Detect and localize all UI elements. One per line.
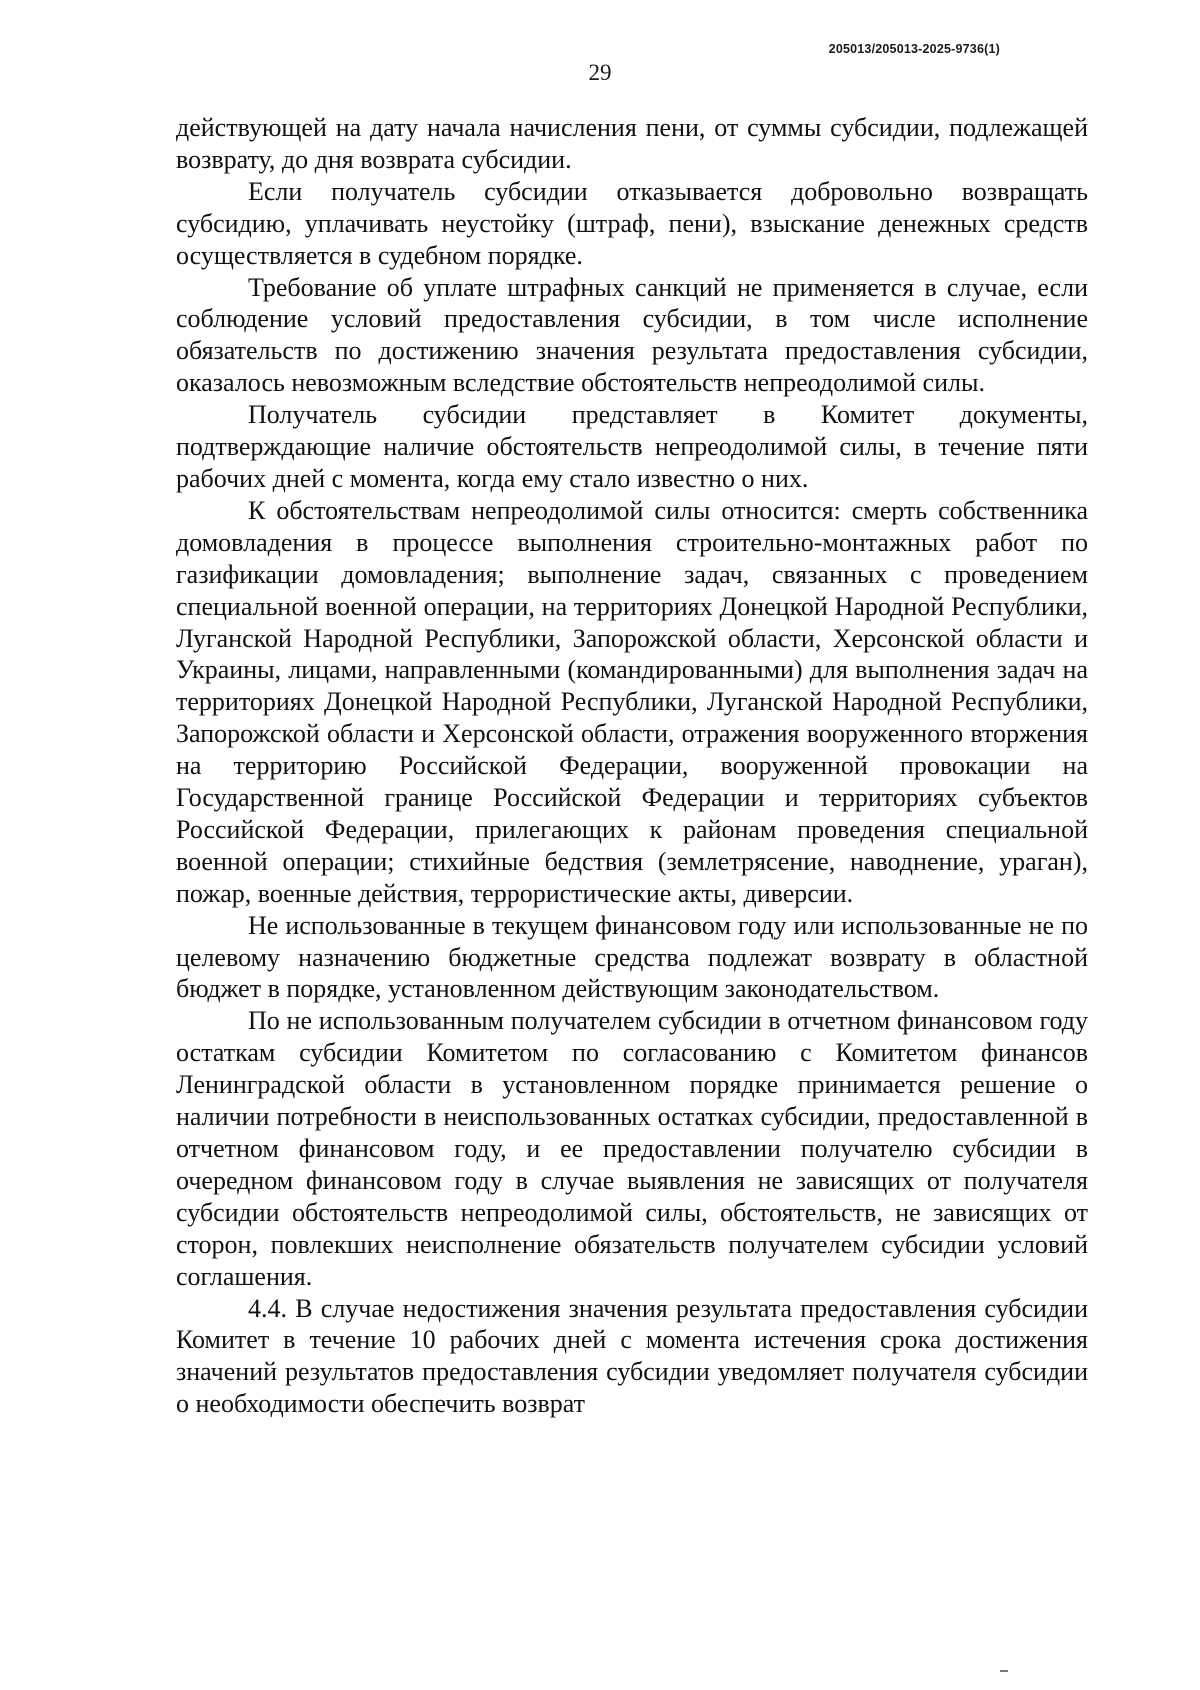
paragraph-remaining-subsidy: По не использованным получателем субсидии в отчетном финансовом году остаткам субсидии Комитетом по согласованию с Комитетом финансов Ленинградской области в установленном порядке принимается решение о наличии потребности в неиспользованных остатках субсидии, предоставленной в отчетном финансовом году, и ее предоставлении получателю субсидии в очередном финансовом году в случае выявления не зависящих от получателя субсидии обстоятельств непреодолимой силы, обстоятельств, не зависящих от сторон, повлекших неисполнение обязательств получателем субсидии условий соглашения.	[176, 1006, 1088, 1291]
paragraph-force-majeure-documents: Получатель субсидии представляет в Комитет документы, подтверждающие наличие обстоятельств непреодолимой силы, в течение пяти рабочих дней с момента, когда ему стало известно о них.	[176, 400, 1088, 493]
paragraph-penalty-exception: Требование об уплате штрафных санкций не применяется в случае, если соблюдение условий предоставления субсидии, в том числе исполнение обязательств по достижению значения результата предоставления субсидии, оказалось невозможным вследствие обстоятельств непреодолимой силы.	[176, 272, 1088, 398]
paragraph-force-majeure-list: К обстоятельствам непреодолимой силы относится: смерть собственника домовладения в процессе выполнения строительно-монтажных работ по газификации домовладения; выполнение задач, связанных с проведением специальной военной операции, на территориях Донецкой Народной Республики, Луганской Народной Республики, Запорожской области, Херсонской области и Украины, лицами, направленными (командированными) для выполнения задач на территориях Донецкой Народной Республики, Луганской Народной Республики, Запорожской области и Херсонской области, отражения вооруженного вторжения на территорию Российской Федерации, вооруженной провокации на Государственной границе Российской Федерации и территориях субъектов Российской Федерации, прилегающих к районам проведения специальной военной операции; стихийные бедствия (землетрясение, наводнение, ураган), пожар, военные действия, террористические акты, диверсии.	[176, 495, 1088, 908]
page-number: 29	[588, 60, 612, 85]
paragraph-section-4-4: 4.4. В случае недостижения значения результата предоставления субсидии Комитет в течение 10 рабочих дней с момента истечения срока достижения значений результатов предоставления субсидии уведомляет получателя субсидии о необходимости обеспечить возврат	[176, 1293, 1088, 1419]
paragraph-continuation: действующей на дату начала начисления пени, от суммы субсидии, подлежащей возврату, до дня возврата субсидии.	[176, 113, 1088, 174]
paragraph-unused-funds: Не использованные в текущем финансовом году или использованные не по целевому назначению бюджетные средства подлежат возврату в областной бюджет в порядке, установленном действующим законодательством.	[176, 910, 1088, 1004]
document-body	[176, 112, 1088, 1420]
paragraph-voluntary-refund: Если получатель субсидии отказывается добровольно возвращать субсидию, уплачивать неустойку (штраф, пени), взыскание денежных средств осуществляется в судебном порядке.	[176, 176, 1088, 270]
registration-number: 205013/205013-2025-9736(1)	[828, 42, 1000, 56]
scan-mark	[1000, 1670, 1008, 1672]
